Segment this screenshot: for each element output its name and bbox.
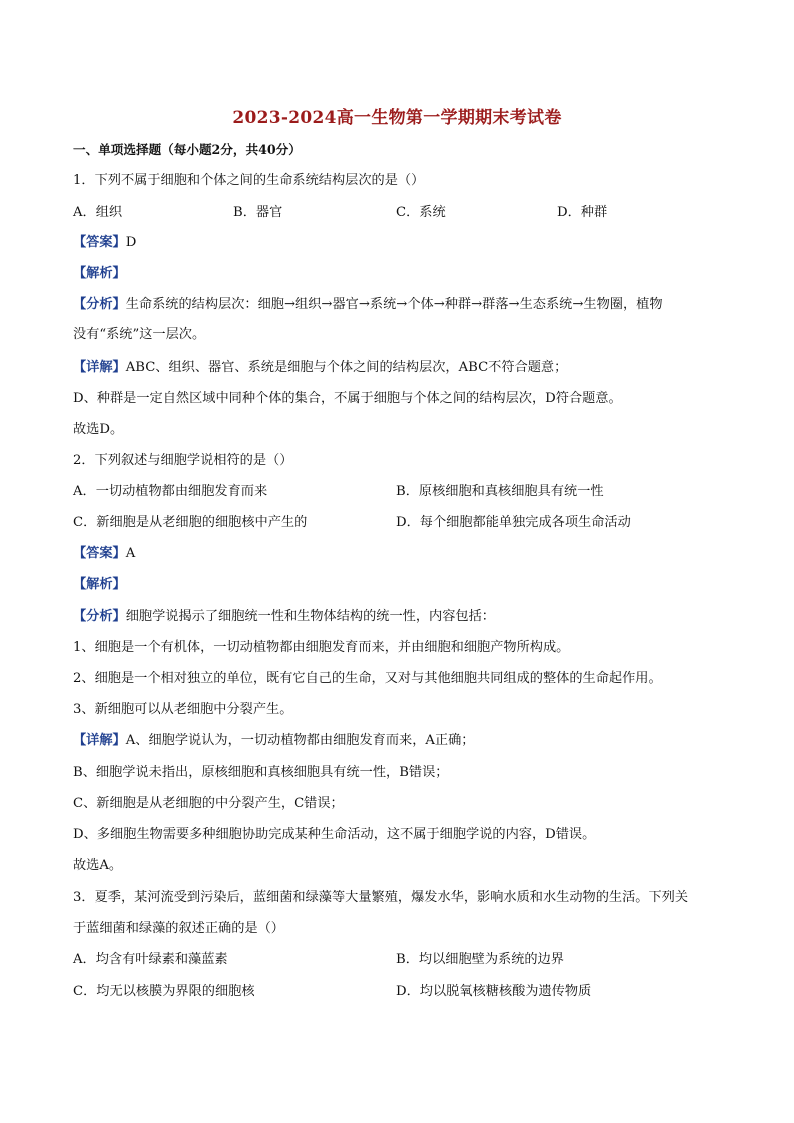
fenxi-text: 细胞学说揭示了细胞统一性和生物体结构的统一性，内容包括：	[125, 609, 495, 624]
question-2-options-row1	[0, 483, 794, 501]
option-a: A．组织	[73, 205, 123, 220]
fenxi-label: 【分析】	[73, 609, 126, 624]
page-title: 2023-2024高一生物第一学期期末考试卷	[232, 108, 562, 128]
xiangjie-line	[73, 732, 474, 750]
option-b: B．器官	[233, 205, 283, 220]
question-2-stem: 2．下列叙述与细胞学说相符的是（）	[73, 453, 293, 468]
fenxi-line	[73, 296, 663, 314]
conclusion: 故选A。	[73, 858, 123, 873]
explanation-line: D、种群是一定自然区域中同种个体的集合，不属于细胞与个体之间的结构层次，D符合题意。	[73, 391, 622, 406]
answer-label: 【答案】	[73, 235, 126, 250]
analysis-label: 【解析】	[73, 266, 126, 281]
answer-label: 【答案】	[73, 546, 126, 561]
option-d: D．每个细胞都能单独完成各项生命活动	[396, 515, 631, 530]
option-b: B．原核细胞和真核细胞具有统一性	[396, 484, 604, 499]
question-1-options	[0, 204, 794, 222]
point-1: 1、细胞是一个有机体，一切动植物都由细胞发育而来，并由细胞和细胞产物所构成。	[73, 640, 570, 655]
answer-line	[73, 545, 135, 563]
question-2-options-row2	[0, 514, 794, 532]
point-2: 2、细胞是一个相对独立的单位，既有它自己的生命，又对与其他细胞共同组成的整体的生命起作用。	[73, 671, 662, 686]
option-c: C．系统	[396, 205, 446, 220]
explanation-line: D、多细胞生物需要多种细胞协助完成某种生命活动，这不属于细胞学说的内容，D错误。	[73, 827, 596, 842]
explanation-line: C、新细胞是从老细胞的中分裂产生，C错误；	[73, 796, 344, 811]
section-heading: 一、单项选择题（每小题2分，共40分）	[73, 142, 301, 157]
question-3-options-row1	[0, 951, 794, 969]
option-d: D．均以脱氧核糖核酸为遗传物质	[396, 984, 592, 999]
fenxi-text: 生命系统的结构层次：细胞→组织→器官→系统→个体→种群→群落→生态系统→生物圈，植物	[125, 297, 663, 312]
answer-value: D	[125, 235, 137, 250]
option-a: A．均含有叶绿素和藻蓝素	[73, 952, 228, 967]
option-a: A．一切动植物都由细胞发育而来	[73, 484, 268, 499]
point-3: 3、新细胞可以从老细胞中分裂产生。	[73, 702, 293, 717]
question-1-stem: 1．下列不属于细胞和个体之间的生命系统结构层次的是（）	[73, 173, 425, 188]
question-3-options-row2	[0, 983, 794, 1001]
fenxi-label: 【分析】	[73, 297, 126, 312]
conclusion: 故选D。	[73, 422, 124, 437]
option-c: C．均无以核膜为界限的细胞核	[73, 984, 255, 999]
xiangjie-text: ABC、组织、器官、系统是细胞与个体之间的结构层次，ABC不符合题意；	[125, 360, 568, 375]
xiangjie-label: 【详解】	[73, 360, 126, 375]
analysis-label: 【解析】	[73, 577, 126, 592]
xiangjie-line	[73, 359, 567, 377]
fenxi-continuation: 没有“系统”这一层次。	[73, 327, 206, 342]
question-3-stem-continuation: 于蓝细菌和绿藻的叙述正确的是（）	[73, 921, 284, 936]
option-c: C．新细胞是从老细胞的细胞核中产生的	[73, 515, 308, 530]
question-3-stem: 3．夏季，某河流受到污染后，蓝细菌和绿藻等大量繁殖，爆发水华，影响水质和水生动物的生活。下列关	[73, 890, 689, 905]
xiangjie-text: A、细胞学说认为，一切动植物都由细胞发育而来，A正确；	[125, 733, 475, 748]
explanation-line: B、细胞学说未指出，原核细胞和真核细胞具有统一性，B错误；	[73, 765, 449, 780]
answer-line	[73, 234, 136, 252]
answer-value: A	[125, 546, 136, 561]
option-d: D．种群	[557, 205, 608, 220]
fenxi-line	[73, 608, 495, 626]
option-b: B．均以细胞壁为系统的边界	[396, 952, 564, 967]
xiangjie-label: 【详解】	[73, 733, 126, 748]
